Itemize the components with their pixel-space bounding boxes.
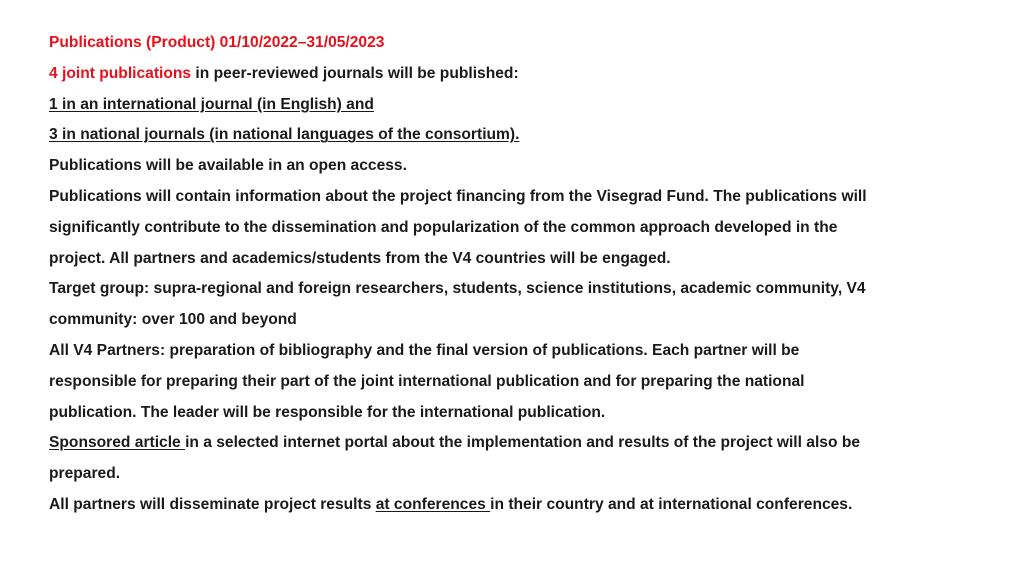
dissemination-post: in their country and at international conferences. — [490, 495, 853, 513]
partners-text-line-2: responsible for preparing their part of the joint international publication and for preparing the national — [49, 372, 805, 390]
financing-text-line-2: significantly contribute to the dissemination and popularization of the common approach developed in the — [49, 218, 838, 236]
target-group-line-2: community: over 100 and beyond — [49, 311, 297, 329]
conferences-link[interactable]: at conferences — [375, 495, 491, 513]
intro-highlight: 4 joint publications — [49, 64, 192, 82]
sponsored-article-link[interactable]: Sponsored article — [49, 434, 186, 452]
sponsored-line-1 — [49, 428, 984, 459]
financing-text-line-1: Publications will contain information about the project financing from the Visegrad Fund. The publications will — [49, 187, 867, 205]
item-international-journal: 1 in an international journal (in English) and — [49, 95, 374, 113]
dissemination-pre: All partners will disseminate project results — [49, 495, 376, 513]
intro-line — [49, 59, 984, 90]
dissemination-line — [49, 490, 984, 521]
intro-rest: in peer-reviewed journals will be published: — [191, 64, 519, 82]
partners-text-line-1: All V4 Partners: preparation of bibliography and the final version of publications. Each partner will be — [49, 341, 800, 359]
slide-title: Publications (Product) 01/10/2022–31/05/2023 — [49, 34, 385, 51]
financing-text-line-3: project. All partners and academics/students from the V4 countries will be engaged. — [49, 249, 671, 267]
sponsored-line-2: prepared. — [49, 465, 121, 483]
target-group-line-1: Target group: supra-regional and foreign researchers, students, science institutions, academic community, V4 — [49, 280, 866, 298]
item-national-journals: 3 in national journals (in national languages of the consortium). — [49, 126, 520, 144]
sponsored-rest: in a selected internet portal about the implementation and results of the project will also be — [185, 434, 861, 452]
partners-text-line-3: publication. The leader will be responsible for the international publication. — [49, 403, 606, 421]
open-access-text: Publications will be available in an open access. — [49, 157, 407, 175]
